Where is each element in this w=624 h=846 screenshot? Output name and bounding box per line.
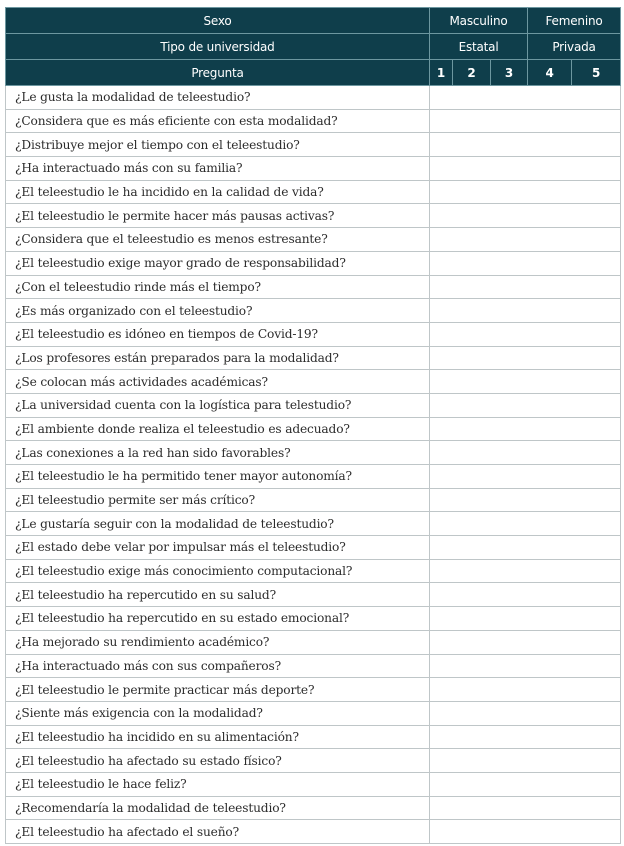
answer-cell[interactable] bbox=[430, 299, 621, 323]
table-row bbox=[6, 772, 621, 796]
table-body bbox=[6, 86, 621, 844]
question-text: ¿El estado debe velar por impulsar más el teleestudio? bbox=[6, 536, 430, 560]
answer-cell[interactable] bbox=[430, 251, 621, 275]
table-row bbox=[6, 86, 621, 110]
table-row bbox=[6, 109, 621, 133]
table-row bbox=[6, 441, 621, 465]
question-text: ¿Las conexiones a la red han sido favorables? bbox=[6, 441, 430, 465]
table-row bbox=[6, 228, 621, 252]
question-text: ¿Le gusta la modalidad de teleestudio? bbox=[6, 86, 430, 110]
answer-cell[interactable] bbox=[430, 393, 621, 417]
table-row bbox=[6, 678, 621, 702]
table-row bbox=[6, 180, 621, 204]
table-row bbox=[6, 346, 621, 370]
sexo-label: Sexo bbox=[6, 8, 430, 34]
question-text: ¿El teleestudio le ha permitido tener mayor autonomía? bbox=[6, 465, 430, 489]
answer-cell[interactable] bbox=[430, 441, 621, 465]
answer-cell[interactable] bbox=[430, 607, 621, 631]
table-row bbox=[6, 749, 621, 773]
answer-cell[interactable] bbox=[430, 180, 621, 204]
question-text: ¿La universidad cuenta con la logística para telestudio? bbox=[6, 393, 430, 417]
answer-cell[interactable] bbox=[430, 322, 621, 346]
answer-cell[interactable] bbox=[430, 749, 621, 773]
question-text: ¿El teleestudio le permite practicar más deporte? bbox=[6, 678, 430, 702]
answer-cell[interactable] bbox=[430, 678, 621, 702]
answer-cell[interactable] bbox=[430, 346, 621, 370]
table-row bbox=[6, 275, 621, 299]
answer-cell[interactable] bbox=[430, 559, 621, 583]
question-text: ¿El teleestudio exige mayor grado de responsabilidad? bbox=[6, 251, 430, 275]
answer-cell[interactable] bbox=[430, 820, 621, 844]
answer-cell[interactable] bbox=[430, 204, 621, 228]
tipo-universidad-label: Tipo de universidad bbox=[6, 34, 430, 60]
question-text: ¿El teleestudio le permite hacer más pausas activas? bbox=[6, 204, 430, 228]
question-text: ¿El teleestudio permite ser más crítico? bbox=[6, 488, 430, 512]
question-text: ¿Se colocan más actividades académicas? bbox=[6, 370, 430, 394]
question-text: ¿El teleestudio es idóneo en tiempos de Covid-19? bbox=[6, 322, 430, 346]
masculino-label: Masculino bbox=[430, 8, 528, 34]
answer-cell[interactable] bbox=[430, 772, 621, 796]
question-text: ¿Recomendaría la modalidad de teleestudio? bbox=[6, 796, 430, 820]
answer-cell[interactable] bbox=[430, 536, 621, 560]
question-text: ¿El ambiente donde realiza el teleestudio es adecuado? bbox=[6, 417, 430, 441]
question-text: ¿El teleestudio ha repercutido en su estado emocional? bbox=[6, 607, 430, 631]
answer-cell[interactable] bbox=[430, 228, 621, 252]
femenino-label: Femenino bbox=[528, 8, 621, 34]
answer-cell[interactable] bbox=[430, 654, 621, 678]
question-text: ¿Siente más exigencia con la modalidad? bbox=[6, 701, 430, 725]
table-row bbox=[6, 630, 621, 654]
table-row bbox=[6, 559, 621, 583]
table-row bbox=[6, 512, 621, 536]
question-text: ¿Los profesores están preparados para la modalidad? bbox=[6, 346, 430, 370]
survey-table bbox=[5, 7, 621, 844]
table-header bbox=[6, 8, 621, 86]
answer-cell[interactable] bbox=[430, 417, 621, 441]
answer-cell[interactable] bbox=[430, 275, 621, 299]
table-row bbox=[6, 417, 621, 441]
answer-cell[interactable] bbox=[430, 701, 621, 725]
answer-cell[interactable] bbox=[430, 725, 621, 749]
column-3-label: 3 bbox=[491, 60, 528, 86]
table-row bbox=[6, 654, 621, 678]
question-text: ¿El teleestudio ha afectado el sueño? bbox=[6, 820, 430, 844]
question-text: ¿Ha interactuado más con su familia? bbox=[6, 157, 430, 181]
table-row bbox=[6, 820, 621, 844]
column-5-label: 5 bbox=[572, 60, 621, 86]
table-row bbox=[6, 583, 621, 607]
header-row-tipo bbox=[6, 34, 621, 60]
table-row bbox=[6, 204, 621, 228]
answer-cell[interactable] bbox=[430, 583, 621, 607]
table-row bbox=[6, 725, 621, 749]
table-row bbox=[6, 299, 621, 323]
table-row bbox=[6, 251, 621, 275]
table-row bbox=[6, 157, 621, 181]
column-1-label: 1 bbox=[430, 60, 453, 86]
table-row bbox=[6, 607, 621, 631]
header-row-sexo bbox=[6, 8, 621, 34]
question-text: ¿Considera que es más eficiente con esta modalidad? bbox=[6, 109, 430, 133]
answer-cell[interactable] bbox=[430, 109, 621, 133]
question-text: ¿Ha mejorado su rendimiento académico? bbox=[6, 630, 430, 654]
question-text: ¿Distribuye mejor el tiempo con el teleestudio? bbox=[6, 133, 430, 157]
answer-cell[interactable] bbox=[430, 465, 621, 489]
header-row-pregunta bbox=[6, 60, 621, 86]
question-text: ¿Con el teleestudio rinde más el tiempo? bbox=[6, 275, 430, 299]
answer-cell[interactable] bbox=[430, 512, 621, 536]
question-text: ¿Ha interactuado más con sus compañeros? bbox=[6, 654, 430, 678]
column-2-label: 2 bbox=[453, 60, 491, 86]
table-row bbox=[6, 322, 621, 346]
question-text: ¿El teleestudio le hace feliz? bbox=[6, 772, 430, 796]
answer-cell[interactable] bbox=[430, 157, 621, 181]
question-text: ¿El teleestudio exige más conocimiento computacional? bbox=[6, 559, 430, 583]
table-row bbox=[6, 133, 621, 157]
answer-cell[interactable] bbox=[430, 133, 621, 157]
question-text: ¿El teleestudio ha incidido en su alimentación? bbox=[6, 725, 430, 749]
table-row bbox=[6, 465, 621, 489]
table-row bbox=[6, 536, 621, 560]
question-text: ¿El teleestudio ha repercutido en su salud? bbox=[6, 583, 430, 607]
question-text: ¿Es más organizado con el teleestudio? bbox=[6, 299, 430, 323]
table-row bbox=[6, 796, 621, 820]
question-text: ¿Le gustaría seguir con la modalidad de teleestudio? bbox=[6, 512, 430, 536]
question-text: ¿El teleestudio ha afectado su estado físico? bbox=[6, 749, 430, 773]
table-row bbox=[6, 488, 621, 512]
answer-cell[interactable] bbox=[430, 796, 621, 820]
answer-cell[interactable] bbox=[430, 630, 621, 654]
answer-cell[interactable] bbox=[430, 86, 621, 110]
privada-label: Privada bbox=[528, 34, 621, 60]
answer-cell[interactable] bbox=[430, 488, 621, 512]
table-row bbox=[6, 701, 621, 725]
pregunta-label: Pregunta bbox=[6, 60, 430, 86]
estatal-label: Estatal bbox=[430, 34, 528, 60]
answer-cell[interactable] bbox=[430, 370, 621, 394]
table-row bbox=[6, 393, 621, 417]
table-row bbox=[6, 370, 621, 394]
question-text: ¿Considera que el teleestudio es menos estresante? bbox=[6, 228, 430, 252]
question-text: ¿El teleestudio le ha incidido en la calidad de vida? bbox=[6, 180, 430, 204]
column-4-label: 4 bbox=[528, 60, 572, 86]
